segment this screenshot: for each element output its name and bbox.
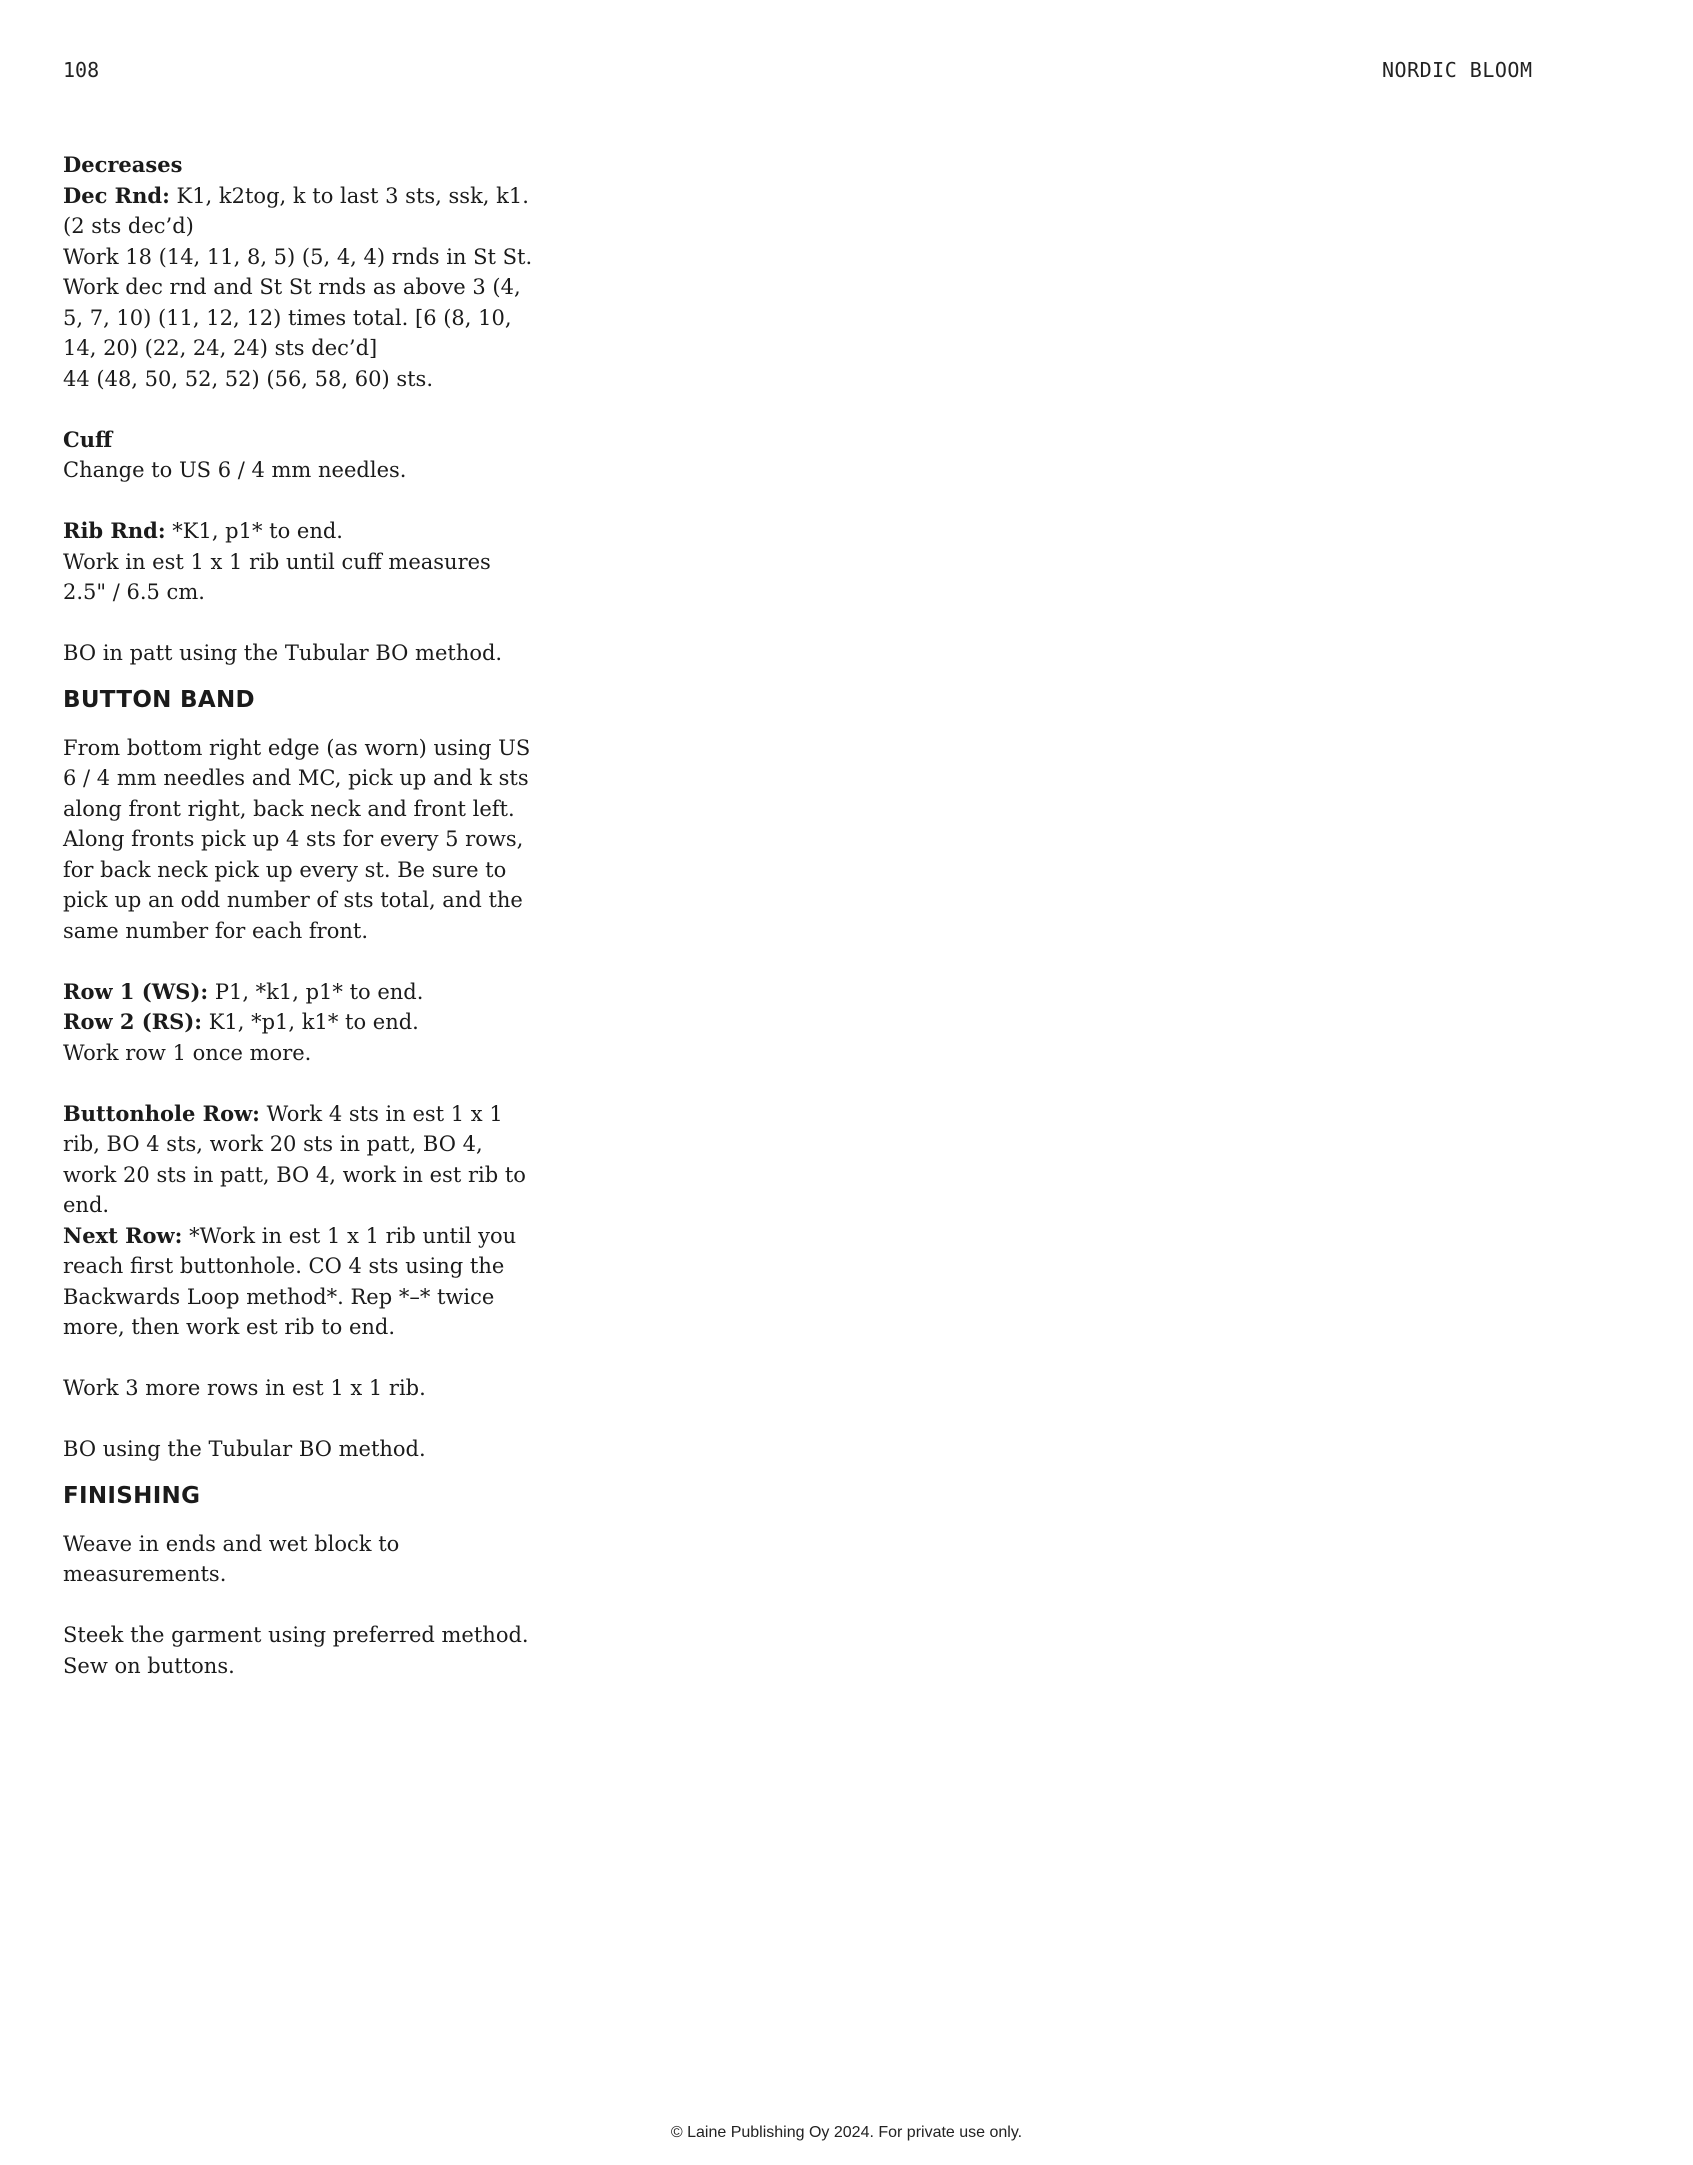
more-rows: Work 3 more rows in est 1 x 1 rib. — [63, 1376, 426, 1400]
row-1-label: Row 1 (WS): — [63, 978, 209, 1004]
button-band-heading: BUTTON BAND — [63, 686, 255, 713]
finishing-blocking: Weave in ends and wet block to measurements. — [63, 1531, 400, 1586]
button-band-intro: From bottom right edge (as worn) using US 6 / 4 mm needles and MC, pick up and k sts along front right, back neck and front left. Along fronts pick up 4 sts for every 5 rows, for back neck pick up every st. Be sure to pick up an odd number of sts total, and the same number for each front. — [63, 735, 531, 943]
running-title: NORDIC BLOOM — [1382, 58, 1533, 82]
cuff-bind-off: BO in patt using the Tubular BO method. — [63, 641, 503, 665]
cuff-heading: Cuff — [63, 426, 113, 452]
button-band-bind-off: BO using the Tubular BO method. — [63, 1437, 426, 1461]
row-repeat: Work row 1 once more. — [63, 1040, 312, 1065]
page-number: 108 — [63, 58, 100, 82]
finishing-heading: FINISHING — [63, 1482, 201, 1509]
decreases-stitch-count: 44 (48, 50, 52, 52) (56, 58, 60) sts. — [63, 366, 433, 391]
row-1-text: P1, *k1, p1* to end. — [208, 979, 424, 1004]
decreases-heading: Decreases — [63, 152, 183, 177]
buttonhole-row-text: Work 4 sts in est 1 x 1 rib, BO 4 sts, work 20 sts in patt, BO 4, work 20 sts in patt, BO 4, work in est rib to end. — [63, 1101, 526, 1217]
cuff-needle-change: Change to US 6 / 4 mm needles. — [63, 458, 407, 482]
buttonhole-row-paragraph — [63, 1099, 533, 1221]
row-1-paragraph — [63, 977, 533, 1008]
dec-rnd-text: K1, k2tog, k to last 3 sts, ssk, k1. (2 sts dec’d) — [63, 183, 529, 238]
dec-rnd-label: Dec Rnd: — [63, 182, 170, 208]
decreases-line: Work dec rnd and St St rnds as above 3 (4, 5, 7, 10) (11, 12, 12) times total. [6 (8, 10, 14, 20) (22, 24, 24) sts dec’d] — [63, 275, 521, 360]
cuff-rib-instruction: Work in est 1 x 1 rib until cuff measures 2.5" / 6.5 cm. — [63, 549, 491, 604]
rib-rnd-label: Rib Rnd: — [63, 518, 166, 543]
row-2-label: Row 2 (RS): — [63, 1009, 203, 1034]
next-row-label: Next Row: — [63, 1222, 183, 1248]
buttonhole-row-label: Buttonhole Row: — [63, 1100, 260, 1126]
copyright-footer: © Laine Publishing Oy 2024. For private use only. — [670, 2124, 1023, 2141]
rib-rnd-paragraph — [63, 516, 533, 547]
pattern-text-column — [63, 150, 533, 1681]
dec-rnd-paragraph — [63, 181, 533, 242]
next-row-text: *Work in est 1 x 1 rib until you reach first buttonhole. CO 4 sts using the Backwards Loop method*. Rep *–* twice more, then work est rib to end. — [63, 1223, 517, 1339]
row-2-paragraph — [63, 1007, 533, 1038]
decreases-line: Work 18 (14, 11, 8, 5) (5, 4, 4) rnds in St St. — [63, 244, 533, 269]
row-2-text: K1, *p1, k1* to end. — [202, 1010, 419, 1034]
finishing-steek: Steek the garment using preferred method. Sew on buttons. — [63, 1623, 529, 1678]
next-row-paragraph — [63, 1221, 533, 1343]
rib-rnd-text: *K1, p1* to end. — [165, 519, 343, 543]
